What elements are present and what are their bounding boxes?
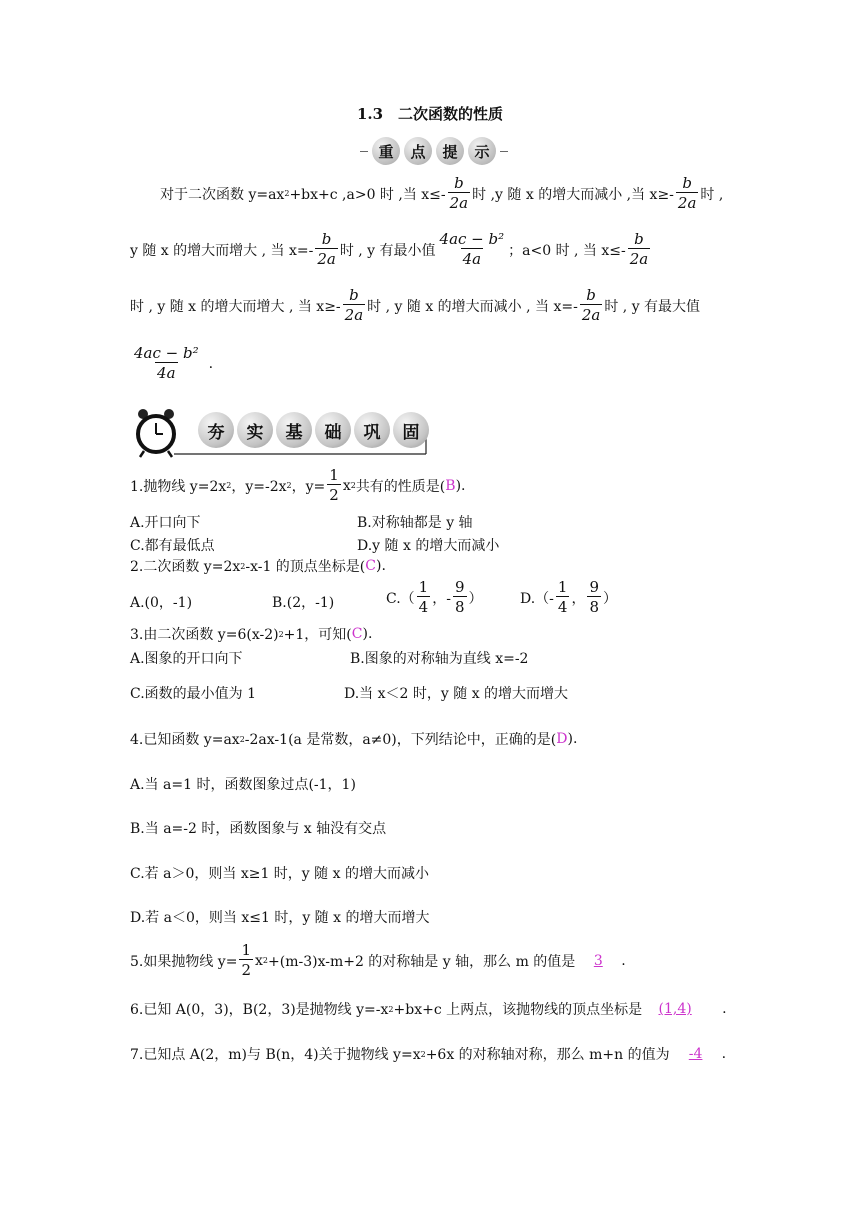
summary-line-1 bbox=[160, 174, 723, 213]
superscript: 2 bbox=[278, 629, 284, 639]
question-7 bbox=[130, 1044, 726, 1064]
text: ). bbox=[455, 477, 466, 494]
text: ). bbox=[567, 731, 578, 747]
superscript: 2 bbox=[240, 561, 246, 571]
banner-char: 实 bbox=[237, 412, 273, 448]
numerator: b bbox=[321, 230, 332, 248]
denominator: 2 bbox=[329, 486, 339, 504]
fraction-max-value bbox=[132, 344, 201, 383]
q1-option-b: B.对称轴都是 y 轴 bbox=[357, 515, 473, 531]
foundation-banner bbox=[134, 404, 430, 460]
text: ；a<0 时 , 当 x≤- bbox=[508, 242, 626, 259]
denominator: 2 bbox=[241, 961, 251, 979]
q2-option-a: A.(0，-1) bbox=[130, 595, 193, 611]
denominator: 4a bbox=[462, 250, 482, 268]
text: ，y=-2x bbox=[231, 478, 287, 495]
text: . bbox=[721, 1046, 727, 1062]
fraction-b-over-2a bbox=[676, 174, 699, 213]
denominator: 2a bbox=[581, 306, 601, 324]
banner-char: 提 bbox=[436, 137, 464, 165]
numerator: 1 bbox=[557, 578, 568, 596]
denominator: 2a bbox=[317, 250, 336, 268]
question-1 bbox=[130, 466, 466, 505]
numerator: 4ac − b² bbox=[439, 230, 505, 248]
q4-option-b: B.当 a=-2 时，函数图象与 x 轴没有交点 bbox=[130, 821, 387, 837]
banner-dash-left bbox=[360, 151, 368, 152]
fraction bbox=[556, 578, 570, 617]
fraction bbox=[453, 578, 467, 617]
denominator: 4 bbox=[418, 598, 429, 616]
text: 共有的性质是( bbox=[355, 478, 446, 495]
denominator: 2a bbox=[677, 194, 697, 212]
banner-char: 示 bbox=[468, 137, 496, 165]
text: +(m-3)x-m+2 的对称轴是 y 轴，那么 m 的值是 bbox=[268, 953, 576, 970]
text: ). bbox=[376, 558, 386, 574]
denominator: 4 bbox=[557, 598, 568, 616]
denominator: 4a bbox=[157, 364, 176, 382]
q1-option-c: C.都有最低点 bbox=[130, 538, 215, 554]
numerator: 9 bbox=[589, 578, 599, 596]
denominator: 8 bbox=[454, 598, 465, 616]
summary-line-2 bbox=[130, 230, 652, 269]
text: 6.已知 A(0，3)，B(2，3)是抛物线 y=-x bbox=[130, 1002, 389, 1018]
text: 时 , y 有最小值 bbox=[339, 242, 436, 259]
numerator: b bbox=[454, 174, 464, 192]
answer: C bbox=[365, 558, 376, 574]
numerator: 4ac − b² bbox=[134, 344, 199, 362]
summary-line-4 bbox=[130, 344, 213, 383]
question-5 bbox=[130, 941, 626, 980]
question-2 bbox=[130, 556, 386, 576]
key-points-banner bbox=[360, 136, 508, 166]
text: 时 , y 随 x 的增大而减小 , 当 x=- bbox=[367, 298, 578, 315]
banner-char: 夯 bbox=[198, 412, 234, 448]
q3-option-b: B.图象的对称轴为直线 x=-2 bbox=[350, 651, 529, 667]
q1-option-d: D.y 随 x 的增大而减小 bbox=[357, 538, 500, 554]
fraction-b-over-2a bbox=[628, 230, 651, 269]
text: ） bbox=[603, 590, 617, 607]
q4-option-a: A.当 a=1 时，函数图象过点(-1，1) bbox=[130, 777, 356, 793]
fraction-b-over-2a bbox=[343, 286, 366, 325]
fraction-b-over-2a bbox=[448, 174, 471, 213]
numerator: 1 bbox=[418, 578, 429, 596]
answer: D bbox=[556, 731, 568, 747]
text: -x-1 的顶点坐标是( bbox=[245, 559, 366, 575]
summary-line-3 bbox=[130, 286, 700, 325]
q4-option-d: D.若 a＜0，则当 x≤1 时，y 随 x 的增大而增大 bbox=[130, 910, 430, 926]
banner-char: 重 bbox=[372, 137, 400, 165]
q4-option-c: C.若 a＞0，则当 x≥1 时，y 随 x 的增大而减小 bbox=[130, 866, 429, 882]
fraction bbox=[587, 578, 601, 617]
question-6 bbox=[130, 999, 727, 1019]
text: 5.如果抛物线 y= bbox=[130, 953, 238, 970]
denominator: 8 bbox=[589, 598, 599, 616]
fraction-b-over-2a bbox=[580, 286, 603, 325]
numerator: 9 bbox=[454, 578, 465, 596]
superscript: 2 bbox=[284, 189, 290, 198]
fraction bbox=[417, 578, 431, 617]
superscript: 2 bbox=[226, 481, 232, 490]
question-3 bbox=[130, 624, 372, 644]
banner-char: 巩 bbox=[354, 412, 390, 448]
superscript: 2 bbox=[239, 734, 245, 744]
superscript: 2 bbox=[286, 481, 292, 490]
superscript: 2 bbox=[350, 481, 356, 490]
answer: B bbox=[445, 477, 456, 494]
text: ). bbox=[362, 626, 373, 642]
text: 3.由二次函数 y=6(x-2) bbox=[130, 627, 279, 643]
text: y 随 x 的增大而增大 , 当 x=- bbox=[130, 242, 314, 259]
text: +bx+c 上两点，该抛物线的顶点坐标是 bbox=[393, 1002, 643, 1018]
page-title: 1.3 二次函数的性质 bbox=[356, 105, 504, 123]
banner-char: 点 bbox=[404, 137, 432, 165]
text: ，- bbox=[432, 590, 451, 607]
q2-option-c bbox=[386, 578, 483, 617]
superscript: 2 bbox=[388, 1004, 394, 1014]
banner-char: 础 bbox=[315, 412, 351, 448]
text: 时 , y 有最大值 bbox=[604, 298, 701, 315]
fraction-one-half bbox=[239, 941, 253, 980]
banner-dash-right bbox=[500, 151, 508, 152]
numerator: b bbox=[586, 286, 596, 304]
fraction-min-value bbox=[438, 230, 507, 269]
q3-option-c: C.函数的最小值为 1 bbox=[130, 686, 257, 702]
numerator: b bbox=[634, 230, 644, 248]
denominator: 2a bbox=[449, 194, 469, 212]
text: D.（- bbox=[520, 590, 554, 607]
text: 时 , bbox=[700, 186, 724, 203]
q2-option-d bbox=[520, 578, 617, 617]
q2-option-b: B.(2，-1) bbox=[272, 595, 335, 611]
text: 对于二次函数 y=ax bbox=[160, 186, 285, 203]
text: ） bbox=[468, 590, 483, 607]
denominator: 2a bbox=[629, 250, 649, 268]
numerator: b bbox=[682, 174, 692, 192]
fraction-b-over-2a bbox=[315, 230, 338, 269]
text: . bbox=[722, 1001, 727, 1017]
text: C.（ bbox=[386, 590, 415, 607]
text: ， bbox=[571, 590, 586, 607]
text: x bbox=[342, 477, 351, 494]
text: -2ax-1(a 是常数，a≠0)，下列结论中，正确的是( bbox=[244, 732, 557, 748]
text: +6x 的对称轴对称，那么 m+n 的值为 bbox=[425, 1047, 670, 1063]
numerator: 1 bbox=[241, 941, 251, 959]
question-4 bbox=[130, 729, 577, 749]
text: 4.已知函数 y=ax bbox=[130, 732, 240, 748]
text: 时 ,y 随 x 的增大而减小 ,当 x≥- bbox=[472, 186, 674, 203]
superscript: 2 bbox=[420, 1049, 426, 1059]
text: . bbox=[621, 952, 626, 969]
numerator: 1 bbox=[329, 466, 339, 484]
text: 时 , y 随 x 的增大而增大 , 当 x≥- bbox=[130, 298, 341, 315]
q3-option-a: A.图象的开口向下 bbox=[130, 651, 243, 667]
text: 2.二次函数 y=2x bbox=[130, 559, 241, 575]
banner-char: 基 bbox=[276, 412, 312, 448]
q3-option-d: D.当 x＜2 时，y 随 x 的增大而增大 bbox=[344, 686, 569, 702]
text: 7.已知点 A(2，m)与 B(n，4)关于抛物线 y=x bbox=[130, 1047, 421, 1063]
text: +1，可知( bbox=[283, 627, 352, 643]
text: x bbox=[255, 952, 263, 969]
q1-option-a: A.开口向下 bbox=[130, 515, 201, 531]
superscript: 2 bbox=[262, 956, 268, 965]
denominator: 2a bbox=[344, 306, 364, 324]
answer-blank: 3 bbox=[593, 952, 603, 969]
fraction-one-half bbox=[327, 466, 341, 505]
banner-char: 固 bbox=[393, 412, 429, 448]
numerator: b bbox=[349, 286, 359, 304]
text: ，y= bbox=[291, 478, 326, 495]
text: . bbox=[208, 355, 214, 372]
answer-blank: -4 bbox=[688, 1046, 703, 1062]
text: 1.抛物线 y=2x bbox=[130, 478, 227, 495]
answer: C bbox=[351, 626, 363, 642]
answer-blank: (1,4) bbox=[658, 1001, 692, 1017]
text: +bx+c ,a>0 时 ,当 x≤- bbox=[289, 186, 446, 203]
